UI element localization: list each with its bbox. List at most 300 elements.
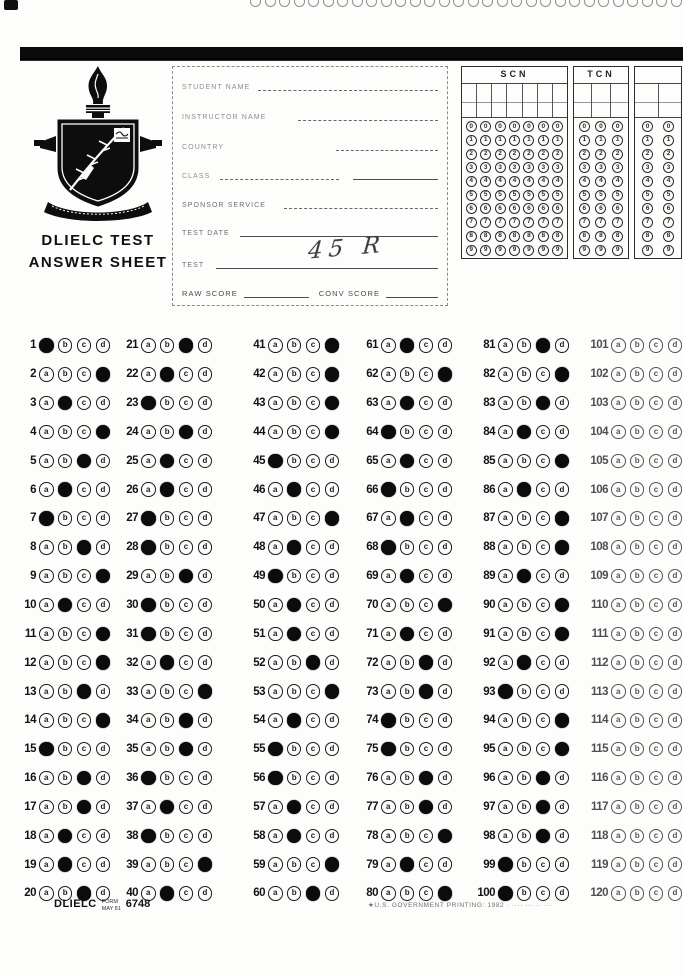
digit-bubble-8[interactable]: 8 bbox=[642, 231, 653, 242]
answer-bubble-22-b[interactable] bbox=[160, 367, 175, 382]
answer-bubble-6-b[interactable] bbox=[58, 482, 73, 497]
answer-bubble-112-a[interactable]: a bbox=[611, 655, 626, 670]
digit-bubble-1[interactable]: 1 bbox=[509, 135, 520, 146]
digit-bubble-5[interactable]: 5 bbox=[612, 190, 623, 201]
answer-bubble-78-a[interactable]: a bbox=[381, 829, 396, 844]
answer-bubble-58-d[interactable]: d bbox=[325, 829, 340, 844]
answer-bubble-37-a[interactable]: a bbox=[141, 800, 156, 815]
digit-bubble-6[interactable]: 6 bbox=[538, 203, 549, 214]
answer-bubble-26-c[interactable]: c bbox=[179, 482, 194, 497]
answer-bubble-102-d[interactable]: d bbox=[668, 367, 683, 382]
answer-bubble-73-b[interactable]: b bbox=[400, 684, 415, 699]
answer-bubble-73-d[interactable]: d bbox=[438, 684, 453, 699]
answer-bubble-111-d[interactable]: d bbox=[668, 627, 683, 642]
answer-bubble-55-a[interactable] bbox=[268, 742, 283, 757]
digit-bubble-4[interactable]: 4 bbox=[642, 176, 653, 187]
answer-bubble-51-c[interactable]: c bbox=[306, 627, 321, 642]
answer-bubble-12-d[interactable] bbox=[96, 655, 111, 670]
answer-bubble-37-b[interactable] bbox=[160, 800, 175, 815]
digit-bubble-9[interactable]: 9 bbox=[612, 245, 623, 256]
answer-bubble-8-c[interactable] bbox=[77, 540, 92, 555]
answer-bubble-115-b[interactable]: b bbox=[630, 742, 645, 757]
answer-bubble-58-b[interactable] bbox=[287, 829, 302, 844]
answer-bubble-49-b[interactable]: b bbox=[287, 569, 302, 584]
answer-bubble-88-c[interactable]: c bbox=[536, 540, 551, 555]
digit-bubble-3[interactable]: 3 bbox=[642, 162, 653, 173]
answer-bubble-106-b[interactable]: b bbox=[630, 482, 645, 497]
answer-bubble-98-c[interactable] bbox=[536, 829, 551, 844]
answer-bubble-80-d[interactable] bbox=[438, 886, 453, 901]
answer-bubble-21-c[interactable] bbox=[179, 338, 194, 353]
digit-bubble-0[interactable]: 0 bbox=[523, 121, 534, 132]
answer-bubble-44-b[interactable]: b bbox=[287, 425, 302, 440]
answer-bubble-74-d[interactable]: d bbox=[438, 713, 453, 728]
answer-bubble-82-c[interactable]: c bbox=[536, 367, 551, 382]
answer-bubble-5-a[interactable]: a bbox=[39, 454, 54, 469]
answer-bubble-33-a[interactable]: a bbox=[141, 684, 156, 699]
answer-bubble-117-a[interactable]: a bbox=[611, 800, 626, 815]
answer-bubble-48-d[interactable]: d bbox=[325, 540, 340, 555]
answer-bubble-86-d[interactable]: d bbox=[555, 482, 570, 497]
answer-bubble-100-b[interactable]: b bbox=[517, 886, 532, 901]
answer-bubble-57-c[interactable]: c bbox=[306, 800, 321, 815]
answer-bubble-79-b[interactable] bbox=[400, 857, 415, 872]
answer-bubble-117-c[interactable]: c bbox=[649, 800, 664, 815]
answer-bubble-37-d[interactable]: d bbox=[198, 800, 213, 815]
answer-bubble-45-c[interactable]: c bbox=[306, 454, 321, 469]
answer-bubble-97-c[interactable] bbox=[536, 800, 551, 815]
answer-bubble-7-b[interactable]: b bbox=[58, 511, 73, 526]
answer-bubble-31-c[interactable]: c bbox=[179, 627, 194, 642]
answer-bubble-36-c[interactable]: c bbox=[179, 771, 194, 786]
answer-bubble-92-c[interactable]: c bbox=[536, 655, 551, 670]
answer-bubble-8-b[interactable]: b bbox=[58, 540, 73, 555]
answer-bubble-54-c[interactable]: c bbox=[306, 713, 321, 728]
answer-bubble-74-c[interactable]: c bbox=[419, 713, 434, 728]
answer-bubble-54-d[interactable]: d bbox=[325, 713, 340, 728]
answer-bubble-76-c[interactable] bbox=[419, 771, 434, 786]
answer-bubble-15-c[interactable]: c bbox=[77, 742, 92, 757]
answer-bubble-61-a[interactable]: a bbox=[381, 338, 396, 353]
answer-bubble-107-a[interactable]: a bbox=[611, 511, 626, 526]
answer-bubble-99-c[interactable]: c bbox=[536, 857, 551, 872]
answer-bubble-117-d[interactable]: d bbox=[668, 800, 683, 815]
answer-bubble-106-d[interactable]: d bbox=[668, 482, 683, 497]
answer-bubble-49-a[interactable] bbox=[268, 569, 283, 584]
answer-bubble-29-c[interactable] bbox=[179, 569, 194, 584]
answer-bubble-66-d[interactable]: d bbox=[438, 482, 453, 497]
digit-bubble-1[interactable]: 1 bbox=[480, 135, 491, 146]
answer-bubble-29-b[interactable]: b bbox=[160, 569, 175, 584]
digit-write-cell[interactable] bbox=[592, 84, 610, 117]
answer-bubble-118-b[interactable]: b bbox=[630, 829, 645, 844]
answer-bubble-70-a[interactable]: a bbox=[381, 598, 396, 613]
digit-bubble-4[interactable]: 4 bbox=[466, 176, 477, 187]
answer-bubble-32-c[interactable]: c bbox=[179, 655, 194, 670]
answer-bubble-71-c[interactable]: c bbox=[419, 627, 434, 642]
digit-bubble-4[interactable]: 4 bbox=[663, 176, 674, 187]
digit-bubble-4[interactable]: 4 bbox=[595, 176, 606, 187]
answer-bubble-107-d[interactable]: d bbox=[668, 511, 683, 526]
answer-bubble-10-b[interactable] bbox=[58, 598, 73, 613]
answer-bubble-31-d[interactable]: d bbox=[198, 627, 213, 642]
answer-bubble-55-b[interactable]: b bbox=[287, 742, 302, 757]
digit-bubble-8[interactable]: 8 bbox=[495, 231, 506, 242]
answer-bubble-39-b[interactable]: b bbox=[160, 857, 175, 872]
answer-bubble-81-d[interactable]: d bbox=[555, 338, 570, 353]
digit-bubble-3[interactable]: 3 bbox=[552, 162, 563, 173]
digit-bubble-0[interactable]: 0 bbox=[612, 121, 623, 132]
instructor-name-input[interactable] bbox=[298, 111, 438, 121]
answer-bubble-119-d[interactable]: d bbox=[668, 857, 683, 872]
answer-bubble-63-b[interactable] bbox=[400, 396, 415, 411]
answer-bubble-38-d[interactable]: d bbox=[198, 829, 213, 844]
answer-bubble-72-a[interactable]: a bbox=[381, 655, 396, 670]
answer-bubble-23-a[interactable] bbox=[141, 396, 156, 411]
answer-bubble-94-b[interactable]: b bbox=[517, 713, 532, 728]
answer-bubble-20-a[interactable]: a bbox=[39, 886, 54, 901]
answer-bubble-29-a[interactable]: a bbox=[141, 569, 156, 584]
answer-bubble-6-c[interactable]: c bbox=[77, 482, 92, 497]
digit-bubble-6[interactable]: 6 bbox=[523, 203, 534, 214]
answer-bubble-44-a[interactable]: a bbox=[268, 425, 283, 440]
answer-bubble-107-b[interactable]: b bbox=[630, 511, 645, 526]
digit-bubble-6[interactable]: 6 bbox=[509, 203, 520, 214]
answer-bubble-45-d[interactable]: d bbox=[325, 454, 340, 469]
digit-bubble-1[interactable]: 1 bbox=[495, 135, 506, 146]
answer-bubble-8-d[interactable]: d bbox=[96, 540, 111, 555]
answer-bubble-114-a[interactable]: a bbox=[611, 713, 626, 728]
digit-bubble-6[interactable]: 6 bbox=[579, 203, 590, 214]
answer-bubble-34-b[interactable]: b bbox=[160, 713, 175, 728]
conv-score-input[interactable] bbox=[386, 288, 438, 298]
answer-bubble-18-d[interactable]: d bbox=[96, 829, 111, 844]
answer-bubble-95-b[interactable]: b bbox=[517, 742, 532, 757]
answer-bubble-96-d[interactable]: d bbox=[555, 771, 570, 786]
digit-bubble-7[interactable]: 7 bbox=[579, 217, 590, 228]
answer-bubble-90-a[interactable]: a bbox=[498, 598, 513, 613]
answer-bubble-51-d[interactable]: d bbox=[325, 627, 340, 642]
answer-bubble-76-d[interactable]: d bbox=[438, 771, 453, 786]
answer-bubble-85-c[interactable]: c bbox=[536, 454, 551, 469]
digit-bubble-7[interactable]: 7 bbox=[495, 217, 506, 228]
digit-bubble-1[interactable]: 1 bbox=[523, 135, 534, 146]
answer-bubble-118-a[interactable]: a bbox=[611, 829, 626, 844]
answer-bubble-112-c[interactable]: c bbox=[649, 655, 664, 670]
digit-bubble-9[interactable]: 9 bbox=[579, 245, 590, 256]
answer-bubble-67-b[interactable] bbox=[400, 511, 415, 526]
answer-bubble-50-d[interactable]: d bbox=[325, 598, 340, 613]
answer-bubble-25-d[interactable]: d bbox=[198, 454, 213, 469]
answer-bubble-44-d[interactable] bbox=[325, 425, 340, 440]
answer-bubble-94-c[interactable]: c bbox=[536, 713, 551, 728]
answer-bubble-78-b[interactable]: b bbox=[400, 829, 415, 844]
answer-bubble-105-a[interactable]: a bbox=[611, 454, 626, 469]
answer-bubble-65-d[interactable]: d bbox=[438, 454, 453, 469]
answer-bubble-111-a[interactable]: a bbox=[611, 627, 626, 642]
answer-bubble-6-d[interactable]: d bbox=[96, 482, 111, 497]
answer-bubble-52-d[interactable]: d bbox=[325, 655, 340, 670]
answer-bubble-19-c[interactable]: c bbox=[77, 857, 92, 872]
answer-bubble-58-c[interactable]: c bbox=[306, 829, 321, 844]
answer-bubble-2-b[interactable]: b bbox=[58, 367, 73, 382]
answer-bubble-56-d[interactable]: d bbox=[325, 771, 340, 786]
answer-bubble-15-d[interactable]: d bbox=[96, 742, 111, 757]
answer-bubble-68-a[interactable] bbox=[381, 540, 396, 555]
answer-bubble-64-a[interactable] bbox=[381, 425, 396, 440]
answer-bubble-10-c[interactable]: c bbox=[77, 598, 92, 613]
answer-bubble-69-a[interactable]: a bbox=[381, 569, 396, 584]
digit-bubble-2[interactable]: 2 bbox=[595, 149, 606, 160]
answer-bubble-76-a[interactable]: a bbox=[381, 771, 396, 786]
answer-bubble-21-a[interactable]: a bbox=[141, 338, 156, 353]
answer-bubble-66-a[interactable] bbox=[381, 482, 396, 497]
digit-bubble-3[interactable]: 3 bbox=[466, 162, 477, 173]
digit-bubble-0[interactable]: 0 bbox=[663, 121, 674, 132]
answer-bubble-24-c[interactable] bbox=[179, 425, 194, 440]
answer-bubble-88-a[interactable]: a bbox=[498, 540, 513, 555]
digit-write-cell[interactable] bbox=[659, 84, 682, 117]
answer-bubble-78-d[interactable] bbox=[438, 829, 453, 844]
answer-bubble-105-b[interactable]: b bbox=[630, 454, 645, 469]
digit-bubble-4[interactable]: 4 bbox=[538, 176, 549, 187]
digit-bubble-5[interactable]: 5 bbox=[480, 190, 491, 201]
answer-bubble-117-b[interactable]: b bbox=[630, 800, 645, 815]
answer-bubble-33-b[interactable]: b bbox=[160, 684, 175, 699]
answer-bubble-99-b[interactable]: b bbox=[517, 857, 532, 872]
answer-bubble-62-d[interactable] bbox=[438, 367, 453, 382]
answer-bubble-38-c[interactable]: c bbox=[179, 829, 194, 844]
answer-bubble-22-a[interactable]: a bbox=[141, 367, 156, 382]
answer-bubble-28-c[interactable]: c bbox=[179, 540, 194, 555]
answer-bubble-15-b[interactable]: b bbox=[58, 742, 73, 757]
answer-bubble-3-a[interactable]: a bbox=[39, 396, 54, 411]
answer-bubble-68-c[interactable]: c bbox=[419, 540, 434, 555]
answer-bubble-1-b[interactable]: b bbox=[58, 338, 73, 353]
digit-bubble-9[interactable]: 9 bbox=[523, 245, 534, 256]
answer-bubble-67-a[interactable]: a bbox=[381, 511, 396, 526]
answer-bubble-53-d[interactable] bbox=[325, 684, 340, 699]
digit-bubble-9[interactable]: 9 bbox=[595, 245, 606, 256]
answer-bubble-77-c[interactable] bbox=[419, 800, 434, 815]
answer-bubble-104-d[interactable]: d bbox=[668, 425, 683, 440]
answer-bubble-56-c[interactable]: c bbox=[306, 771, 321, 786]
answer-bubble-87-a[interactable]: a bbox=[498, 511, 513, 526]
answer-bubble-112-d[interactable]: d bbox=[668, 655, 683, 670]
answer-bubble-107-c[interactable]: c bbox=[649, 511, 664, 526]
answer-bubble-56-b[interactable]: b bbox=[287, 771, 302, 786]
answer-bubble-30-d[interactable]: d bbox=[198, 598, 213, 613]
answer-bubble-63-c[interactable]: c bbox=[419, 396, 434, 411]
answer-bubble-89-c[interactable]: c bbox=[536, 569, 551, 584]
answer-bubble-94-a[interactable]: a bbox=[498, 713, 513, 728]
answer-bubble-114-b[interactable]: b bbox=[630, 713, 645, 728]
answer-bubble-32-b[interactable] bbox=[160, 655, 175, 670]
answer-bubble-102-c[interactable]: c bbox=[649, 367, 664, 382]
answer-bubble-48-b[interactable] bbox=[287, 540, 302, 555]
answer-bubble-74-a[interactable] bbox=[381, 713, 396, 728]
answer-bubble-41-d[interactable] bbox=[325, 338, 340, 353]
digit-bubble-5[interactable]: 5 bbox=[466, 190, 477, 201]
answer-bubble-39-a[interactable]: a bbox=[141, 857, 156, 872]
answer-bubble-83-d[interactable]: d bbox=[555, 396, 570, 411]
answer-bubble-116-c[interactable]: c bbox=[649, 771, 664, 786]
answer-bubble-81-b[interactable]: b bbox=[517, 338, 532, 353]
answer-bubble-40-d[interactable]: d bbox=[198, 886, 213, 901]
digit-bubble-2[interactable]: 2 bbox=[523, 149, 534, 160]
answer-bubble-2-a[interactable]: a bbox=[39, 367, 54, 382]
digit-bubble-1[interactable]: 1 bbox=[612, 135, 623, 146]
digit-bubble-4[interactable]: 4 bbox=[552, 176, 563, 187]
answer-bubble-110-c[interactable]: c bbox=[649, 598, 664, 613]
digit-bubble-2[interactable]: 2 bbox=[509, 149, 520, 160]
answer-bubble-9-d[interactable] bbox=[96, 569, 111, 584]
answer-bubble-21-d[interactable]: d bbox=[198, 338, 213, 353]
answer-bubble-96-c[interactable] bbox=[536, 771, 551, 786]
answer-bubble-36-b[interactable]: b bbox=[160, 771, 175, 786]
answer-bubble-7-c[interactable]: c bbox=[77, 511, 92, 526]
answer-bubble-109-a[interactable]: a bbox=[611, 569, 626, 584]
digit-bubble-9[interactable]: 9 bbox=[480, 245, 491, 256]
raw-score-input[interactable] bbox=[244, 288, 309, 298]
digit-bubble-4[interactable]: 4 bbox=[523, 176, 534, 187]
digit-bubble-3[interactable]: 3 bbox=[523, 162, 534, 173]
digit-bubble-4[interactable]: 4 bbox=[480, 176, 491, 187]
digit-bubble-5[interactable]: 5 bbox=[538, 190, 549, 201]
answer-bubble-51-a[interactable]: a bbox=[268, 627, 283, 642]
answer-bubble-61-b[interactable] bbox=[400, 338, 415, 353]
answer-bubble-21-b[interactable]: b bbox=[160, 338, 175, 353]
answer-bubble-1-d[interactable]: d bbox=[96, 338, 111, 353]
answer-bubble-110-a[interactable]: a bbox=[611, 598, 626, 613]
answer-bubble-47-c[interactable]: c bbox=[306, 511, 321, 526]
answer-bubble-47-d[interactable] bbox=[325, 511, 340, 526]
digit-bubble-5[interactable]: 5 bbox=[509, 190, 520, 201]
answer-bubble-50-c[interactable]: c bbox=[306, 598, 321, 613]
answer-bubble-68-d[interactable]: d bbox=[438, 540, 453, 555]
answer-bubble-86-c[interactable]: c bbox=[536, 482, 551, 497]
answer-bubble-35-c[interactable] bbox=[179, 742, 194, 757]
answer-bubble-93-d[interactable]: d bbox=[555, 684, 570, 699]
answer-bubble-101-d[interactable]: d bbox=[668, 338, 683, 353]
answer-bubble-95-c[interactable]: c bbox=[536, 742, 551, 757]
digit-write-cell[interactable] bbox=[538, 84, 553, 117]
answer-bubble-82-d[interactable] bbox=[555, 367, 570, 382]
answer-bubble-82-a[interactable]: a bbox=[498, 367, 513, 382]
answer-bubble-86-b[interactable] bbox=[517, 482, 532, 497]
answer-bubble-7-d[interactable]: d bbox=[96, 511, 111, 526]
digit-bubble-0[interactable]: 0 bbox=[538, 121, 549, 132]
answer-bubble-52-a[interactable]: a bbox=[268, 655, 283, 670]
answer-bubble-114-c[interactable]: c bbox=[649, 713, 664, 728]
answer-bubble-78-c[interactable]: c bbox=[419, 829, 434, 844]
answer-bubble-62-c[interactable]: c bbox=[419, 367, 434, 382]
answer-bubble-90-b[interactable]: b bbox=[517, 598, 532, 613]
answer-bubble-52-b[interactable]: b bbox=[287, 655, 302, 670]
answer-bubble-19-a[interactable]: a bbox=[39, 857, 54, 872]
answer-bubble-103-d[interactable]: d bbox=[668, 396, 683, 411]
answer-bubble-18-c[interactable]: c bbox=[77, 829, 92, 844]
answer-bubble-108-a[interactable]: a bbox=[611, 540, 626, 555]
answer-bubble-18-a[interactable]: a bbox=[39, 829, 54, 844]
answer-bubble-35-a[interactable]: a bbox=[141, 742, 156, 757]
answer-bubble-115-d[interactable]: d bbox=[668, 742, 683, 757]
digit-bubble-1[interactable]: 1 bbox=[579, 135, 590, 146]
answer-bubble-38-b[interactable]: b bbox=[160, 829, 175, 844]
answer-bubble-57-a[interactable]: a bbox=[268, 800, 283, 815]
answer-bubble-17-d[interactable]: d bbox=[96, 800, 111, 815]
answer-bubble-120-d[interactable]: d bbox=[668, 886, 683, 901]
answer-bubble-74-b[interactable]: b bbox=[400, 713, 415, 728]
digit-bubble-8[interactable]: 8 bbox=[466, 231, 477, 242]
answer-bubble-55-c[interactable]: c bbox=[306, 742, 321, 757]
answer-bubble-111-c[interactable]: c bbox=[649, 627, 664, 642]
answer-bubble-80-a[interactable]: a bbox=[381, 886, 396, 901]
answer-bubble-66-c[interactable]: c bbox=[419, 482, 434, 497]
answer-bubble-9-c[interactable]: c bbox=[77, 569, 92, 584]
answer-bubble-24-a[interactable]: a bbox=[141, 425, 156, 440]
answer-bubble-5-b[interactable]: b bbox=[58, 454, 73, 469]
digit-bubble-6[interactable]: 6 bbox=[612, 203, 623, 214]
answer-bubble-70-c[interactable]: c bbox=[419, 598, 434, 613]
answer-bubble-92-b[interactable] bbox=[517, 655, 532, 670]
digit-bubble-8[interactable]: 8 bbox=[552, 231, 563, 242]
answer-bubble-41-b[interactable]: b bbox=[287, 338, 302, 353]
answer-bubble-102-a[interactable]: a bbox=[611, 367, 626, 382]
digit-bubble-6[interactable]: 6 bbox=[480, 203, 491, 214]
sponsor-service-input[interactable] bbox=[284, 199, 438, 209]
answer-bubble-53-a[interactable]: a bbox=[268, 684, 283, 699]
answer-bubble-42-b[interactable]: b bbox=[287, 367, 302, 382]
answer-bubble-29-d[interactable]: d bbox=[198, 569, 213, 584]
answer-bubble-70-d[interactable] bbox=[438, 598, 453, 613]
answer-bubble-81-a[interactable]: a bbox=[498, 338, 513, 353]
answer-bubble-87-b[interactable]: b bbox=[517, 511, 532, 526]
digit-bubble-8[interactable]: 8 bbox=[663, 231, 674, 242]
answer-bubble-90-c[interactable]: c bbox=[536, 598, 551, 613]
answer-bubble-53-b[interactable]: b bbox=[287, 684, 302, 699]
answer-bubble-14-c[interactable]: c bbox=[77, 713, 92, 728]
digit-bubble-5[interactable]: 5 bbox=[663, 190, 674, 201]
digit-bubble-7[interactable]: 7 bbox=[552, 217, 563, 228]
answer-bubble-75-b[interactable]: b bbox=[400, 742, 415, 757]
digit-bubble-8[interactable]: 8 bbox=[480, 231, 491, 242]
answer-bubble-11-b[interactable]: b bbox=[58, 627, 73, 642]
answer-bubble-86-a[interactable]: a bbox=[498, 482, 513, 497]
answer-bubble-69-d[interactable]: d bbox=[438, 569, 453, 584]
answer-bubble-36-a[interactable] bbox=[141, 771, 156, 786]
answer-bubble-77-a[interactable]: a bbox=[381, 800, 396, 815]
digit-bubble-3[interactable]: 3 bbox=[612, 162, 623, 173]
answer-bubble-73-a[interactable]: a bbox=[381, 684, 396, 699]
test-input[interactable] bbox=[216, 231, 438, 269]
answer-bubble-26-a[interactable]: a bbox=[141, 482, 156, 497]
answer-bubble-48-a[interactable]: a bbox=[268, 540, 283, 555]
answer-bubble-64-b[interactable]: b bbox=[400, 425, 415, 440]
digit-bubble-9[interactable]: 9 bbox=[642, 245, 653, 256]
answer-bubble-16-b[interactable]: b bbox=[58, 771, 73, 786]
answer-bubble-113-c[interactable]: c bbox=[649, 684, 664, 699]
answer-bubble-94-d[interactable] bbox=[555, 713, 570, 728]
answer-bubble-24-d[interactable]: d bbox=[198, 425, 213, 440]
answer-bubble-3-d[interactable]: d bbox=[96, 396, 111, 411]
answer-bubble-72-b[interactable]: b bbox=[400, 655, 415, 670]
answer-bubble-28-d[interactable]: d bbox=[198, 540, 213, 555]
student-name-input[interactable] bbox=[258, 81, 438, 91]
answer-bubble-75-c[interactable]: c bbox=[419, 742, 434, 757]
answer-bubble-119-c[interactable]: c bbox=[649, 857, 664, 872]
answer-bubble-67-d[interactable]: d bbox=[438, 511, 453, 526]
